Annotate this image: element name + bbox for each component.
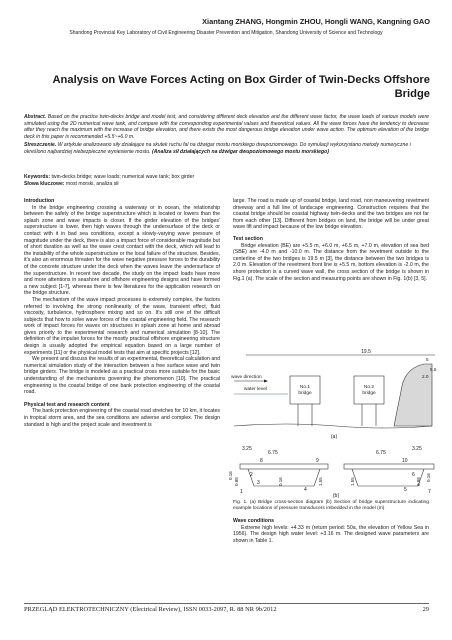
b-right-10: 10 — [402, 458, 408, 464]
keywords-text: twin-decks bridge; wave loads; numerical wave tank; box girder — [51, 174, 195, 180]
keywords-pl-label: Słowa kluczowe: — [24, 180, 65, 187]
figure-caption: Fig. 1. (a) Bridge cross-section diagram (b) Section of bridge superstructure indicating example locations of pressure transducers imbedded in the model (m) — [233, 500, 429, 512]
footer — [24, 603, 429, 613]
b-left-2: 2 — [250, 472, 253, 478]
b-right-mid: 6.75 — [376, 450, 386, 456]
physical-paragraph: The bank protection engineering of the coastal road stretches for 10 km, it locates in tropical storm area, and the sea conditions are adverse and complex. The design standard is high and the project scale and investment is — [24, 408, 220, 428]
abstract — [24, 114, 429, 140]
bridge2-label-1: No.2 — [363, 385, 375, 390]
dim-span: 19.5 — [361, 349, 371, 355]
figure-a — [231, 349, 437, 440]
authors: Xiantang ZHANG, Hongmin ZHOU, Hongli WANG, Kangning GAO — [202, 17, 430, 26]
b-left-8: 8 — [260, 458, 263, 464]
b-right-s1: 1.55 — [350, 477, 355, 486]
b-left-top: 3.25 — [242, 446, 252, 452]
b-right-top: 3.25 — [412, 446, 422, 452]
streszczenie-title-note: (Analiza sił działających na dźwigar dwupoziomowego mostu morskiego) — [152, 148, 329, 155]
b-left-3: 3 — [257, 480, 260, 486]
dim-right-mid: 5.5 — [430, 367, 437, 372]
b-right-7: 7 — [428, 489, 431, 495]
test-heading: Test section — [233, 235, 263, 242]
b-right-s2: 0.88 — [416, 477, 421, 486]
b-left-mid: 6.75 — [268, 450, 278, 456]
figure-bridge-section — [226, 346, 442, 498]
bridge2-label-2: bridge — [362, 391, 376, 396]
b-right-5: 5 — [404, 487, 407, 493]
dim-right-top: 5 — [426, 357, 429, 362]
streszczenie-text: W artykule analizowano siły działające na skutek ruchu fal na dźwigar mostu morskiego dwupoziomowego. Do symulacji wykorzystano metody numeryczne i określono najbardziej niebezpieczne wyniesienie mostu. — [24, 142, 411, 155]
page-number: 29 — [422, 606, 429, 613]
bridge1-label-2: bridge — [298, 391, 312, 396]
wave-paragraph: Extreme high levels: +4.33 m (return period: 50a, the elevation of Yellow Sea in 1956). The design high water level: +3.16 m. The designed wave parameters are shown in Table 1. — [233, 524, 429, 544]
intro-heading: Introduction — [24, 198, 55, 204]
wave-heading: Wave conditions — [233, 518, 275, 525]
streszczenie-label: Streszczenie. — [24, 142, 57, 148]
b-left-1: 1 — [240, 489, 243, 495]
right-column-top — [233, 198, 429, 282]
b-left-s1: 0.16 — [228, 471, 233, 480]
abstract-label: Abstract. — [24, 114, 47, 120]
dim-right-low: 2.0 — [422, 374, 429, 379]
footer-journal: PRZEGLĄD ELEKTROTECHNICZNY (Electrical Review), ISSN 0033-2097, R. 88 NR 9b/2012 — [24, 606, 277, 613]
intro-paragraph-1: In the bridge engineering crossing a waterway or in ocean, the relationship between the safety of the bridge superstructure which is located or lowers than the splash zone and wave impacts is closer. If the girder elevation of the bridges' superstructure is lower, then high waves through the undersurface of the deck or contact with it in bad sea conditions, except a slowly-varying wave pressure of magnitude under the deck, there is also a impact force of considerable magnitude but of short duration as well as the wave crest contact with the deck, which will lead to the instability of the whole superstructure or the local failure of the structure. Besides, it's also an enormous threaten for the wave negative pressure forces to the durability of the concrete structure under the deck when the waves leave the undersurface of the superstructure. In recent two decade, the study on the impact loads have more and more attentions in seashore and offshore engineering designs and have formed a new subject [1-7], whereas there is few literatures for the application research on the bridge structure. — [24, 204, 220, 297]
keywords-pl-text: most morski, analiza sił — [65, 180, 119, 187]
intro-paragraph-2: The mechanism of the wave impact processes is extremely complex, the factors referred to involving the strong nonlinearity of the wave, transient effect, fluid viscosity, turbulence, hydrosphere mixing and so on. It's still one of the difficult subjects that how to solve wave forces of the coastal engineering field. The research work of impact forces for waves on structures in splash zone at home and abroad gives priority to the experimental research and numerical simulation [8-10]. The definition of the impulse forces for the mostly practical offshore engineering structure design is usually adopted the empirical equation based on a large number of experiments [11] or the physical model tests that aim at specific projects [12]. — [24, 296, 220, 356]
wave-direction-label: wave direction — [231, 375, 262, 380]
abstract-text: Based on the practice twin-decks bridge and model test, and considering different deck elevation and the different wave factor, the wave loads of various models were simulated using the 2D numerical wave tank, and compare with the corresponding experimental values and theoretical values. All the wave forces have the tendency to decrease after they reach the maximum with the increase of bridge elevation, and there exists the most dangerous bridge elevation under wave action. The optimum elevation of the bridge deck in this paper is recommended +5.5~+6.0 m. — [24, 114, 429, 140]
bridge1-label-1: No.1 — [299, 385, 311, 390]
physical-heading: Physical test and research content — [24, 401, 110, 408]
b-left-9: 9 — [316, 458, 319, 464]
affiliation: Shandong Provincial Key Laboratory of Civil Engineering Disaster Prevention and Mitigation, Shandong University of Science and Technology — [69, 30, 383, 36]
b-right-s3: 0.16 — [426, 473, 431, 482]
figure-b-label: (b) — [332, 493, 340, 498]
left-column — [24, 198, 220, 428]
intro-paragraph-3: We present and discuss the results of an experimental, theoretical calculation and numerical simulation study of the interaction between a free surface wave and twin bridge girders. The bridge is modeled as a practical cross more suitable for the basic understanding of the mechanisms governing the phenomenon [10]. The practical engineering is the coastal bridge of one bank protection engineering of the coastal road. — [24, 356, 220, 396]
right-top-paragraph: large. The road is made up of coastal bridge, land road, non maneuvering revetment driveway and a full line of landscape engineering. Construction requires that the coastal bridge should be coastal highway twin-decks and the two bridges are not far from each other [13]. Different from bridges on land, the bridge will be under great wave lift and impact because of the low bridge elevation. — [233, 198, 429, 231]
figure-b — [228, 446, 434, 498]
figure-a-label: (a) — [330, 434, 338, 440]
water-level-label: water level — [244, 387, 267, 392]
keywords-label: Keywords: — [24, 174, 51, 180]
keywords — [24, 174, 429, 187]
right-column-bottom — [233, 500, 429, 545]
test-paragraph: Bridge elevation (BE) are +5.5 m, +6.0 m, +6.5 m, +7.0 m, elevation of sea bed (SBE) are -4.0 m and -10.0 m. The distance from the revetment outside to the centerline of the two bridges is 19.5 m [3], the distance between the two bridges is 2.0 m. Elevation of the revetment front line is +5.5 m, bottom elevation is -2.0 m, the shore protection is a curved wave wall, the cross section of the bridge is shown in Fig.1 (a). The scale of the section and measuring points are shown in Fig. 1(b) [3, 5]. — [233, 242, 429, 282]
b-left-s4: 1.55 — [318, 477, 323, 486]
streszczenie — [24, 142, 429, 155]
paper-title: Analysis on Wave Forces Acting on Box Girder of Twin-Decks Offshore Bridge — [52, 74, 430, 100]
b-left-4: 4 — [304, 487, 307, 493]
b-left-s2: 0.88 — [234, 477, 239, 486]
b-right-6: 6 — [412, 472, 415, 478]
b-left-s3: 0.16 — [278, 477, 283, 486]
